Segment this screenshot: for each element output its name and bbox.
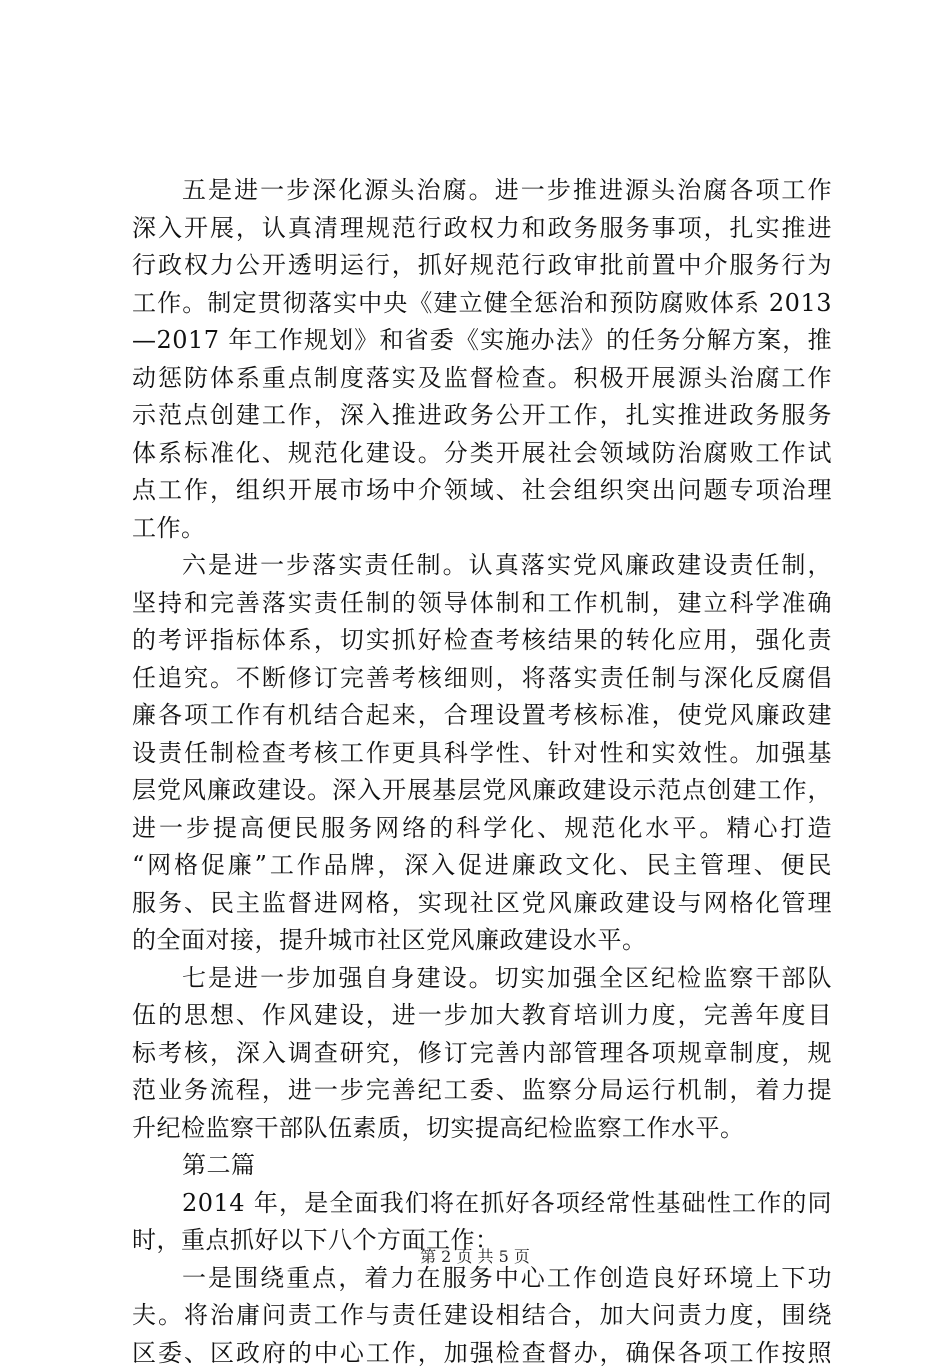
text-line: 廉各项工作有机结合起来，合理设置考核标准，使党风廉政建 [132, 697, 832, 735]
text-line: 七是进一步加强自身建设。切实加强全区纪检监察干部队 [132, 960, 832, 998]
text-line: 一是围绕重点，着力在服务中心工作创造良好环境上下功 [132, 1260, 832, 1298]
text-line: 时，重点抓好以下八个方面工作： [132, 1222, 832, 1260]
page-footer: 第 2 页 共 5 页 [0, 1244, 950, 1267]
text-line: 任追究。不断修订完善考核细则，将落实责任制与深化反腐倡 [132, 660, 832, 698]
text-line: 范业务流程，进一步完善纪工委、监察分局运行机制，着力提 [132, 1072, 832, 1110]
text-line: 工作。制定贯彻落实中央《建立健全惩治和预防腐败体系 2013 [132, 285, 832, 323]
text-line: 区委、区政府的中心工作，加强检查督办，确保各项工作按照 [132, 1335, 832, 1372]
text-line: 六是进一步落实责任制。认真落实党风廉政建设责任制， [132, 547, 832, 585]
text-line: 服务、民主监督进网格，实现社区党风廉政建设与网格化管理 [132, 885, 832, 923]
text-line: 伍的思想、作风建设，进一步加大教育培训力度，完善年度目 [132, 997, 832, 1035]
text-line: 第二篇 [132, 1147, 832, 1185]
text-line: 深入开展，认真清理规范行政权力和政务服务事项，扎实推进 [132, 210, 832, 248]
text-line: 标考核，深入调查研究，修订完善内部管理各项规章制度，规 [132, 1035, 832, 1073]
text-line: 层党风廉政建设。深入开展基层党风廉政建设示范点创建工作， [132, 772, 832, 810]
text-line: 工作。 [132, 510, 832, 548]
text-line: —2017 年工作规划》和省委《实施办法》的任务分解方案，推 [132, 322, 832, 360]
text-line: 行政权力公开透明运行，抓好规范行政审批前置中介服务行为 [132, 247, 832, 285]
text-line: 动惩防体系重点制度落实及监督检查。积极开展源头治腐工作 [132, 360, 832, 398]
text-line: 五是进一步深化源头治腐。进一步推进源头治腐各项工作 [132, 172, 832, 210]
text-line: 点工作，组织开展市场中介领域、社会组织突出问题专项治理 [132, 472, 832, 510]
text-line: 夫。将治庸问责工作与责任建设相结合，加大问责力度，围绕 [132, 1297, 832, 1335]
text-line: 的考评指标体系，切实抓好检查考核结果的转化应用，强化责 [132, 622, 832, 660]
text-line: 的全面对接，提升城市社区党风廉政建设水平。 [132, 922, 832, 960]
text-line: 体系标准化、规范化建设。分类开展社会领域防治腐败工作试 [132, 435, 832, 473]
text-line: 示范点创建工作，深入推进政务公开工作，扎实推进政务服务 [132, 397, 832, 435]
text-line: 坚持和完善落实责任制的领导体制和工作机制，建立科学准确 [132, 585, 832, 623]
text-line: 2014 年，是全面我们将在抓好各项经常性基础性工作的同 [132, 1185, 832, 1223]
text-line: 进一步提高便民服务网络的科学化、规范化水平。精心打造 [132, 810, 832, 848]
text-line: 设责任制检查考核工作更具科学性、针对性和实效性。加强基 [132, 735, 832, 773]
text-line: “网格促廉”工作品牌，深入促进廉政文化、民主管理、便民 [132, 847, 832, 885]
document-body [132, 172, 832, 1372]
text-line: 升纪检监察干部队伍素质，切实提高纪检监察工作水平。 [132, 1110, 832, 1148]
